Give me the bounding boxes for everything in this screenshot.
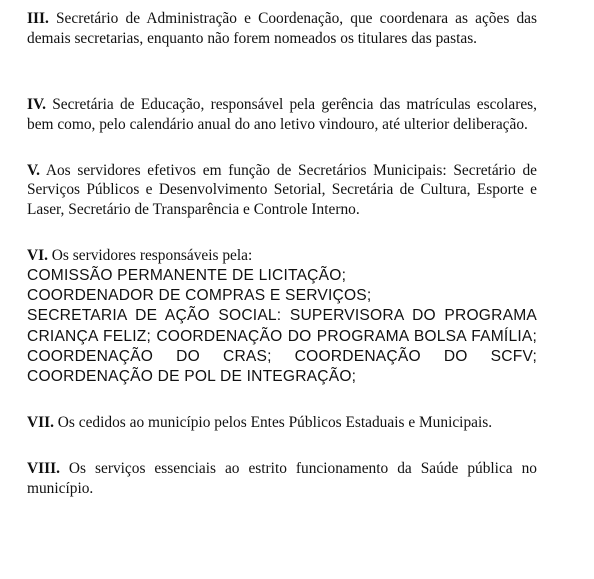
item-v [27, 161, 537, 220]
item-vi-intro [27, 246, 537, 266]
item-text: Aos servidores efetivos em função de Secretários Municipais: Secretário de Serviços Públicos e Desenvolvimento Setorial, Secretária de Cultura, Esporte e Laser, Secretário de Transparência e Controle Interno. [27, 161, 537, 219]
item-iii [27, 9, 537, 69]
item-text: Secretário de Administração e Coordenação, que coordenara as ações das demais secretarias, enquanto não forem nomeados os titulares das pastas. [27, 10, 537, 47]
item-iv [27, 95, 537, 135]
item-text: Os serviços essenciais ao estrito funcionamento da Saúde pública no município. [27, 460, 537, 497]
item-vii [27, 413, 537, 433]
item-vi [27, 246, 537, 387]
item-numeral: VI. [27, 246, 48, 264]
item-text: Os cedidos ao município pelos Entes Públicos Estaduais e Municipais. [53, 414, 493, 432]
item-vi-line: COORDENADOR DE COMPRAS E SERVIÇOS; [27, 287, 372, 305]
document-body [27, 9, 537, 499]
item-vi-line: SECRETARIA DE AÇÃO SOCIAL: SUPERVISORA DO PROGRAMA CRIANÇA FELIZ; COORDENAÇÃO DO PROGRAMA BOLSA FAMÍLIA; COORDENAÇÃO DO CRAS; COORDENAÇÃO DO SCFV; COORDENAÇÃO DE POL DE INTEGRAÇÃO; [27, 307, 537, 385]
item-numeral: VII. [27, 414, 54, 432]
item-numeral: VIII. [27, 460, 60, 477]
item-text: Os servidores responsáveis pela: [47, 246, 253, 264]
item-numeral: V. [27, 161, 40, 179]
item-vi-line: COMISSÃO PERMANENTE DE LICITAÇÃO; [27, 266, 347, 284]
item-numeral: III. [27, 10, 49, 27]
item-viii [27, 459, 537, 499]
item-numeral: IV. [27, 96, 46, 113]
item-text: Secretária de Educação, responsável pela gerência das matrículas escolares, bem como, pelo calendário anual do ano letivo vindouro, até ulterior deliberação. [27, 96, 537, 133]
